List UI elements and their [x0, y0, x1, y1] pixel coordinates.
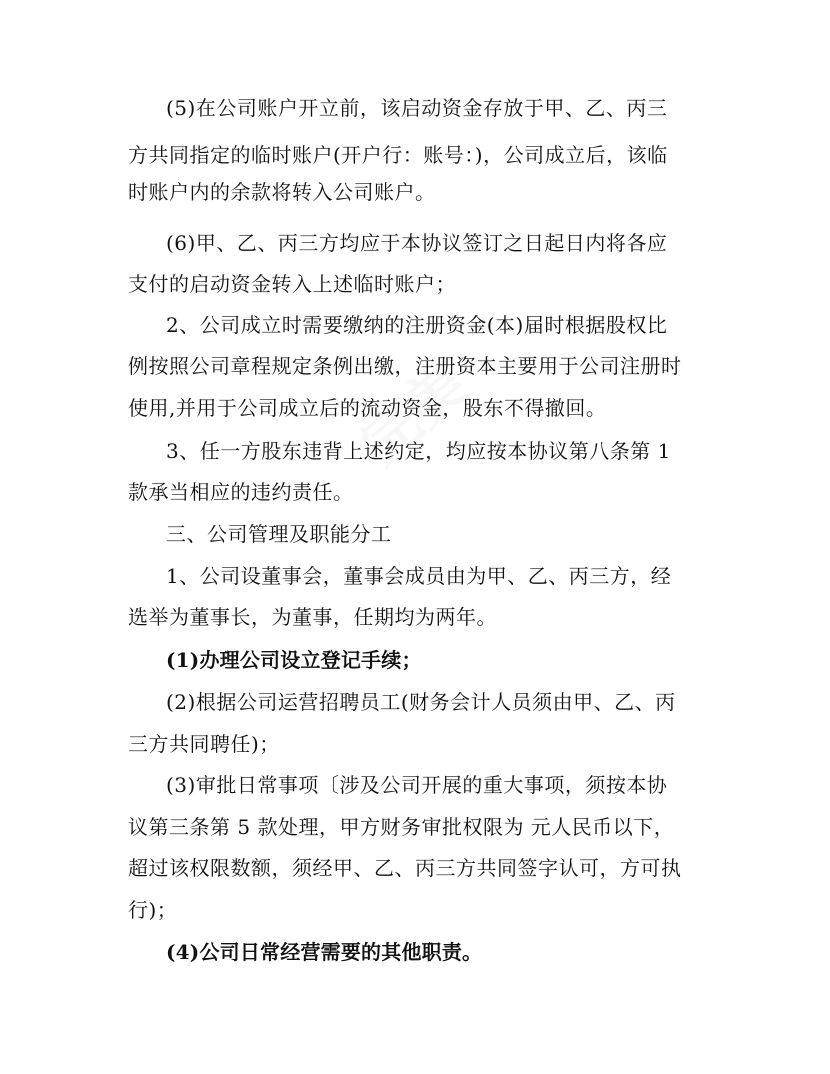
list-item-bold: (1)办理公司设立登记手续； [166, 648, 422, 672]
paragraph-line: 使用,并用于公司成立后的流动资金，股东不得撤回。 [128, 396, 607, 420]
paragraph-line: 时账户内的余款将转入公司账户。 [128, 180, 436, 204]
list-item-bold: (4)公司日常经营需要的其他职责。 [166, 940, 483, 964]
paragraph-line: (5)在公司账户开立前，该启动资金存放于甲、乙、丙三 [166, 96, 668, 120]
paragraph-line: 议第三条第 5 款处理，甲方财务审批权限为 元人民币以下， [128, 815, 675, 839]
paragraph-line: 例按照公司章程规定条例出缴，注册资本主要用于公司注册时 [128, 354, 682, 378]
paragraph-line: 行)； [128, 898, 178, 922]
section-heading: 三、公司管理及职能分工 [166, 522, 392, 546]
paragraph-line: 2、公司成立时需要缴纳的注册资金(本)届时根据股权比 [166, 313, 668, 337]
paragraph-line: 款承当相应的违约责任。 [128, 480, 354, 504]
paragraph-line: (2)根据公司运营招聘员工(财务会计人员须由甲、乙、丙 [166, 690, 676, 714]
watermark: 完美 [346, 350, 480, 478]
paragraph-line: 1、公司设董事会，董事会成员由为甲、乙、丙三方，经 [166, 564, 672, 588]
paragraph-line: 方共同指定的临时账户(开户行：账号：)，公司成立后，该临 [128, 143, 668, 167]
paragraph-line: 支付的启动资金转入上述临时账户； [128, 272, 456, 296]
paragraph-line: 超过该权限数额，须经甲、乙、丙三方共同签字认可，方可执 [128, 856, 682, 880]
paragraph-line: 3、任一方股东违背上述约定，均应按本协议第八条第 1 [166, 439, 671, 463]
paragraph-line: (3)审批日常事项〔涉及公司开展的重大事项，须按本协 [166, 773, 668, 797]
paragraph-line: (6)甲、乙、丙三方均应于本协议签订之日起日内将各应 [166, 231, 668, 255]
paragraph-line: 选举为董事长，为董事，任期均为两年。 [128, 605, 497, 629]
paragraph-line: 三方共同聘任)； [128, 732, 280, 756]
